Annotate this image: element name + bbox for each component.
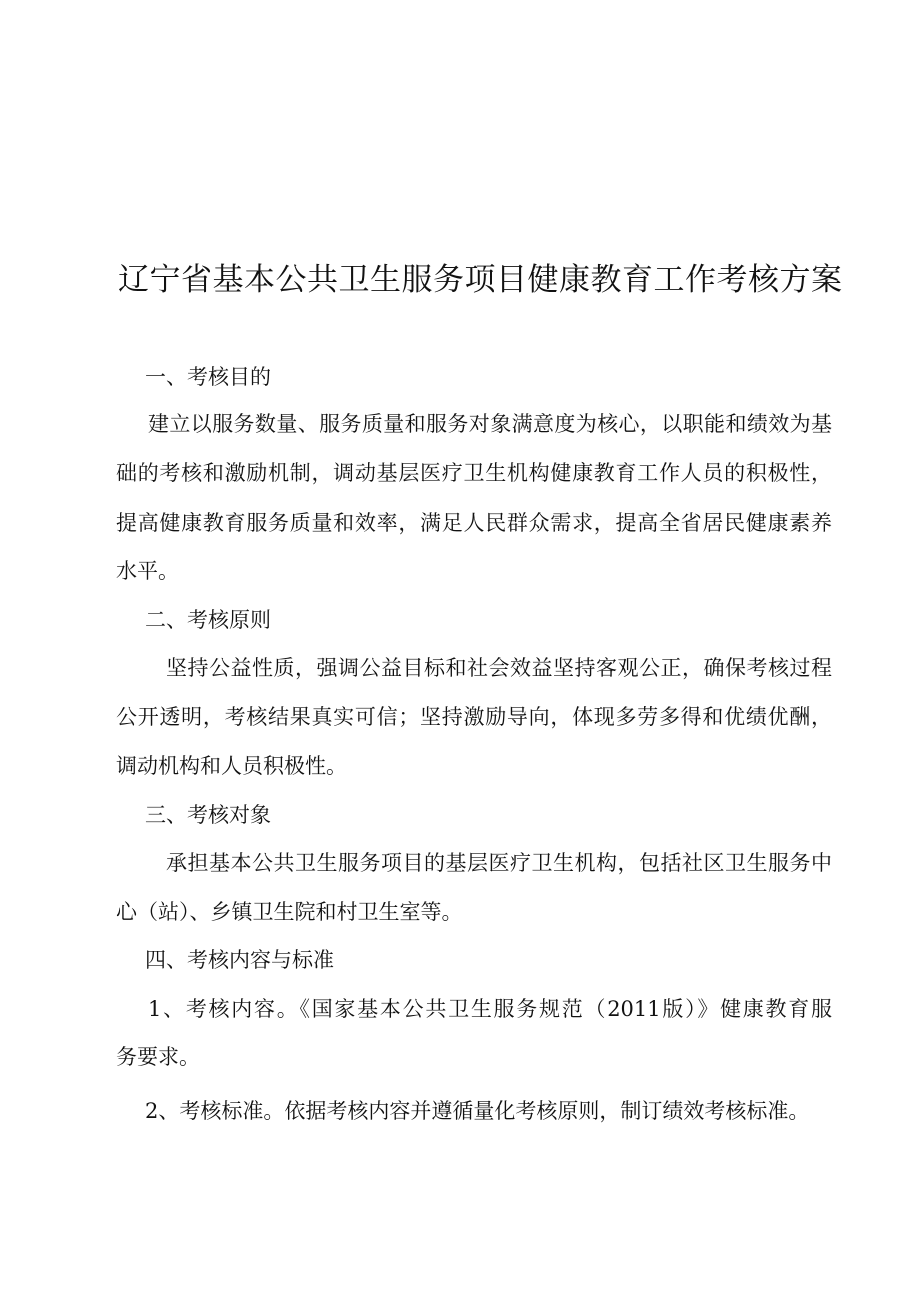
paragraph-line: 调动机构和人员积极性。	[116, 754, 347, 778]
paragraph-line: 坚持公益性质，强调公益目标和社会效益坚持客观公正，确保考核过程	[166, 656, 832, 680]
section-heading: 三、考核对象	[145, 803, 271, 827]
section-heading: 四、考核内容与标准	[145, 948, 334, 972]
paragraph-line: 心（站）、乡镇卫生院和村卫生室等。	[116, 900, 463, 924]
paragraph-line: 1、考核内容。《国家基本公共卫生服务规范（2011版）》健康教育服	[148, 997, 832, 1021]
paragraph-line: 承担基本公共卫生服务项目的基层医疗卫生机构，包括社区卫生服务中	[166, 851, 832, 875]
paragraph-line: 公开透明，考核结果真实可信；坚持激励导向，体现多劳多得和优绩优酬，	[116, 705, 832, 729]
paragraph-line: 务要求。	[116, 1045, 200, 1069]
document-title: 辽宁省基本公共卫生服务项目健康教育工作考核方案	[118, 262, 843, 298]
paragraph-line: 提高健康教育服务质量和效率，满足人民群众需求，提高全省居民健康素养	[116, 511, 832, 535]
paragraph-line: 水平。	[116, 559, 179, 583]
paragraph-line: 础的考核和激励机制，调动基层医疗卫生机构健康教育工作人员的积极性，	[116, 461, 832, 485]
section-heading: 二、考核原则	[145, 608, 271, 632]
section-heading: 一、考核目的	[145, 365, 271, 389]
paragraph-line: 2、考核标准。依据考核内容并遵循量化考核原则，制订绩效考核标准。	[145, 1099, 810, 1123]
paragraph-line: 建立以服务数量、服务质量和服务对象满意度为核心，以职能和绩效为基	[148, 412, 832, 436]
